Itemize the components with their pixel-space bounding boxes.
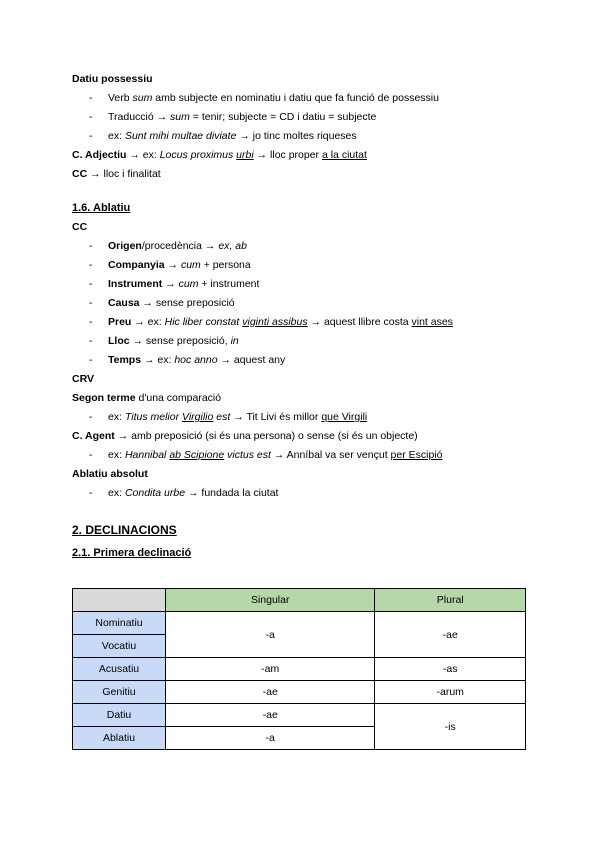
bullet-item: - ex: Hannibal ab Scipione victus est → Anníbal va ser vençut per Escipió [89,449,443,461]
cell-ablatiu-singular: -a [166,727,375,750]
cell-databl-plural: -is [375,704,526,750]
table-row [73,704,526,727]
table-row [73,589,526,612]
case-acusatiu: Acusatiu [73,658,166,681]
table-corner [73,589,166,612]
datiu-possessiu-heading: Datiu possessiu [72,73,153,85]
cc-label: CC [72,221,88,233]
cell-acusatiu-singular: -am [166,658,375,681]
adjectiu-line: C. Adjectiu → ex: Locus proximus urbi → lloc proper a la ciutat [72,149,367,161]
cc-line: CC → lloc i finalitat [72,168,161,180]
ablatiu-absolut-label: Ablatiu absolut [72,468,148,480]
bullet-item: - ex: Titus melior Virgilio est → Tit Livi és millor que Virgili [89,411,368,423]
bullet-item: - Traducció → sum = tenir; subjecte = CD i datiu = subjecte [89,111,377,123]
bullet-item: - Verb sum amb subjecte en nominatiu i datiu que fa funció de possessiu [89,92,439,104]
bullet-item: - Instrument → cum + instrument [89,278,260,290]
bullet-item: - Temps → ex: hoc anno → aquest any [89,354,286,366]
cell-datiu-singular: -ae [166,704,375,727]
primera-declinacio-heading: 2.1. Primera declinació [72,547,192,559]
declinacions-heading: 2. DECLINACIONS [72,523,177,537]
ablatiu-heading: 1.6. Ablatiu [72,202,131,214]
case-genitiu: Genitiu [73,681,166,704]
cell-genitiu-plural: -arum [375,681,526,704]
table-row [73,612,526,635]
case-ablatiu: Ablatiu [73,727,166,750]
table-row [73,658,526,681]
bullet-item: - Companyia → cum + persona [89,259,251,271]
table-row [73,681,526,704]
cell-nomvoc-plural: -ae [375,612,526,658]
case-datiu: Datiu [73,704,166,727]
header-singular: Singular [166,589,375,612]
bullet-item: - ex: Sunt mihi multae diviate → jo tinc moltes riqueses [89,130,357,142]
crv-label: CRV [72,373,94,385]
segon-terme-line: Segon terme d'una comparació [72,392,222,404]
bullet-item: - Preu → ex: Hic liber constat viginti assibus → aquest llibre costa vint ases [89,316,453,328]
header-plural: Plural [375,589,526,612]
cell-nomvoc-singular: -a [166,612,375,658]
cell-genitiu-singular: -ae [166,681,375,704]
bullet-item: - ex: Condita urbe → fundada la ciutat [89,487,279,499]
agent-line: C. Agent → amb preposició (si és una persona) o sense (si és un objecte) [72,430,418,442]
document-page [72,70,532,563]
case-nominatiu: Nominatiu [73,612,166,635]
declension-table [72,588,526,750]
case-vocatiu: Vocatiu [73,635,166,658]
bullet-item: - Lloc → sense preposició, in [89,335,239,347]
bullet-item: - Causa → sense preposició [89,297,235,309]
bullet-item: - Origen/procedència → ex, ab [89,240,247,252]
cell-acusatiu-plural: -as [375,658,526,681]
